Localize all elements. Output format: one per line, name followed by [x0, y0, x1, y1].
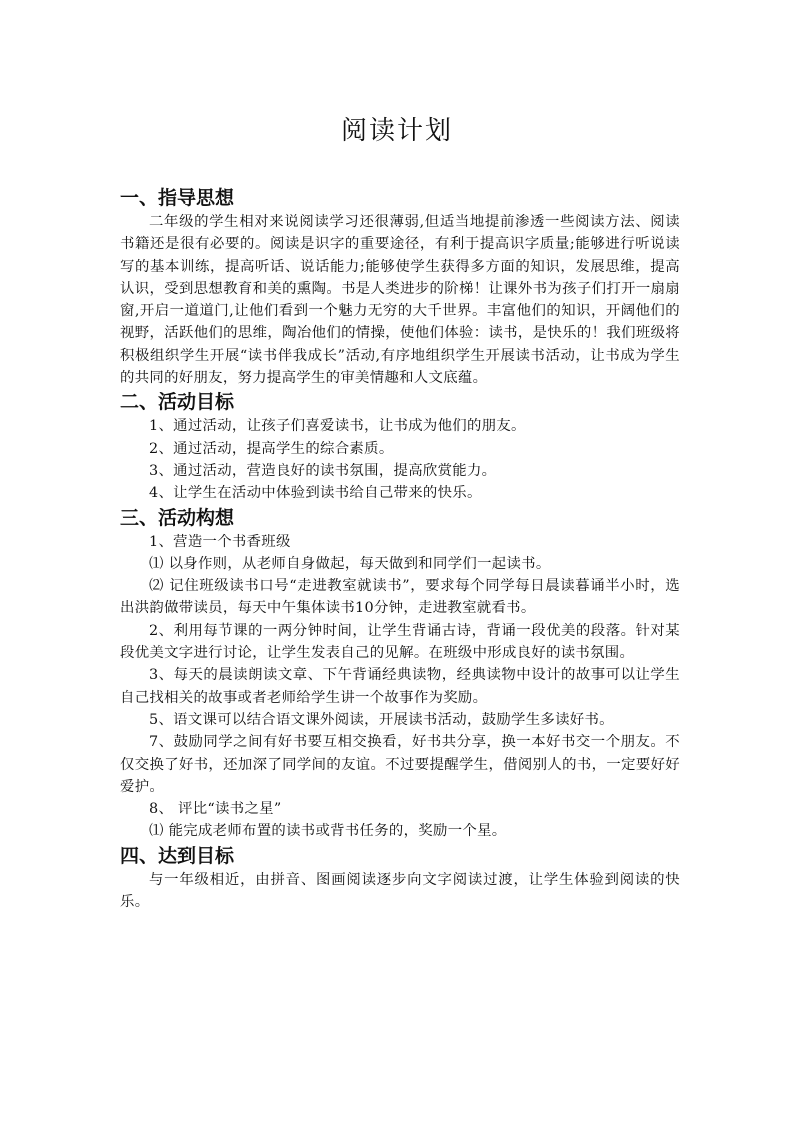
section-heading-target: 四、达到目标	[120, 844, 235, 867]
list-item-plan-1-2: ⑵ 记住班级读书口号“走进教室就读书”，要求每个同学每日晨读暮诵半小时，选出洪韵做带读员，每天中午集体读书10分钟，走进教室就看书。	[120, 578, 680, 617]
section-heading-activity-plan: 三、活动构想	[120, 506, 235, 529]
section-heading-guiding-ideas: 一、指导思想	[120, 187, 235, 209]
list-item-plan-5: 5、语文课可以结合语文课外阅读，开展读书活动，鼓励学生多读好书。	[149, 711, 614, 728]
list-item-plan-2: 2、利用每节课的一两分钟时间，让学生背诵古诗，背诵一段优美的段落。针对某段优美文字进行讨论，让学生发表自己的见解。在班级中形成良好的读书氛围。	[120, 622, 680, 662]
list-item-goal-4: 4、让学生在活动中体验到读书给自己带来的快乐。	[149, 485, 482, 502]
list-item-plan-7: 7、鼓励同学之间有好书要互相交换看，好书共分享，换一本好书交一个朋友。不仅交换了好书，还加深了同学间的友谊。不过要提醒学生，借阅别人的书，一定要好好爱护。	[120, 734, 680, 795]
paragraph-target: 与一年级相近，由拼音、图画阅读逐步向文字阅读过渡，让学生体验到阅读的快乐。	[120, 871, 680, 911]
paragraph-guiding-ideas: 二年级的学生相对来说阅读学习还很薄弱,但适当地提前渗透一些阅读方法、阅读书籍还是很有必要的。阅读是识字的重要途径，有利于提高识字质量;能够进行听说读写的基本训练，提高听话、说话能力;能够使学生获得多方面的知识，发展思维，提高认识，受到思想教育和美的熏陶。书是人类进步的阶梯！让课外书为孩子们打开一扇扇窗,开启一道道门,让他们看到一个魅力无穷的大千世界。丰富他们的知识，开阔他们的视野，活跃他们的思维，陶冶他们的情操，使他们体验：读书，是快乐的！我们班级将积极组织学生开展“读书伴我成长”活动,有序地组织学生开展读书活动，让书成为学生的共同的好朋友，努力提高学生的审美情趣和人文底蕴。	[120, 214, 680, 387]
section-heading-activity-goals: 二、活动目标	[120, 391, 235, 414]
list-item-goal-1: 1、通过活动，让孩子们喜爱读书，让书成为他们的朋友。	[149, 418, 526, 435]
list-item-plan-1: 1、营造一个书香班级	[149, 533, 291, 550]
list-item-plan-8-1: ⑴ 能完成老师布置的读书或背书任务的，奖励一个星。	[149, 823, 507, 840]
list-item-plan-3: 3、每天的晨读朗读文章、下午背诵经典读物，经典读物中设计的故事可以让学生自己找相关的故事或者老师给学生讲一个故事作为奖励。	[120, 667, 680, 706]
list-item-goal-2: 2、通过活动，提高学生的综合素质。	[149, 440, 394, 457]
page-title: 阅读计划	[340, 116, 453, 146]
list-item-goal-3: 3、通过活动，营造良好的读书氛围，提高欣赏能力。	[149, 462, 497, 479]
document-body	[120, 185, 680, 913]
list-item-plan-8: 8、 评比“读书之星”	[149, 801, 282, 818]
list-item-plan-1-1: ⑴ 以身作则，从老师自身做起，每天做到和同学们一起读书。	[149, 555, 551, 572]
